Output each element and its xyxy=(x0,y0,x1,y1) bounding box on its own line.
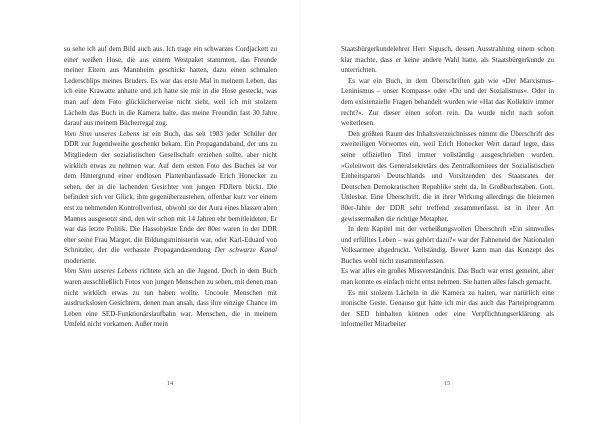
paragraph: Es mit stolzem Lächeln in die Kamera zu halten, war natürlich eine ironische Geste. Genauso gut hätte ich mir das auch das Parteiprogramm der SED hinhalten können oder eine Verpflichtungserklärung als informeller Mitarbeiter xyxy=(341,288,554,329)
paragraph: Den größten Raum des Inhaltsverzeichnisses nimmt die Überschrift des zweiteiligen Vorwortes ein, weil Erich Honecker Wert darauf legte, dass seine offiziellen Titel immer vollständig ausgeschrieben wurden. »Geleitwort des Generalsekretärs des Zentralkomitees der Sozialistischen Einheitspartei Deutschlands und Vorsitzenden des Staatsrates der Deutschen Demokratischen Republik« steht da. In Großbuchstaben. Gott. Unlesbar. Eine Überschrift, die in ihrer Wirkung allerdings die bleiernen 80er-Jahre der DDR sehr treffend zusammenfasst. ist in ihrer Art gewissermaßen die richtige Metapher. xyxy=(341,129,554,223)
right-page-text xyxy=(341,44,554,330)
paragraph: Vom Sinn unseres Lebens ist ein Buch, das seit 1983 jeder Schüler der DDR zur Jugendweihe geschenkt bekam. Ein Propagandaband, der uns zu Mitgliedern der sozialistischen Gesellschaft erziehen sollte, aber nicht wirklich etwas zu nehmen war. Auf dem ersten Foto des Buches ist vor dem Hintergrund einer endlosen Plattenbaufassade Erich Honecker zu sehen, der in die lachenden Gesichter von jungen FDJlern blickt. Die befinden sich vor Glück, ihm gegenüberzustehen, offenbar kurz vor einem erst zu nehmenden Kontrollverlust, obwohl sie der Aura eines blassen alten Mannes ausgesetzt sind, den wir schon mit 14 Jahren ehr bemitleideten. Er war das letzte Politik. Die Hassobjekte Ende der 80er waren in der DDR eher seine Frau Margot, die Bildungsministerin war, oder Karl-Eduard von Schnitzler, der die verhasste Propagandasendung Der schwarze Kanal moderierte. xyxy=(64,129,278,265)
paragraph: so sehe ich auf dem Bild auch aus. Ich trage ein schwarzes Cordjackett zu einer weißen Hose, die aus einem Westpaket stammten, das Freunde meiner Eltern aus Mannheim geschickt hatten, dazu einen schmalen Lederschlips meines Bruders. Es war das erste Mal in meinem Leben, das ich eine Krawatte anhatte und ich hatte sie mir in die Hose gesteckt, was man auf dem Foto glücklicherweise nicht sieht, weil ich mit stolzem Lächeln das Buch in die Kamera halte, das meine Freundin fast 30 Jahre darauf aus meinem Bücherregal zog. xyxy=(64,45,277,128)
paragraph: Es war ein Buch, in dem Überschriften gab wie »Der Marxismus-Leninismus – unser Kompass« oder »Du und der Sozialismus«. Oder in dem existenzielle Fragen behandelt wurden wie »Hat das Kollektiv immer recht?«. Zur dieser einen sofort rein. Da wurde nicht nach sofort weiterlesen. xyxy=(341,76,554,128)
left-page-text xyxy=(64,44,277,330)
right-page-number: 15 xyxy=(443,380,451,387)
paragraph: In dem Kapitel mit der verheißungsvollen Überschrift »Ein sinnvolles und erfülltes Leben – was gehört dazu?« war der Fahneneid der Nationalen Volksarmee abgedruckt. Vollständig. Bewer kann man das Konzept des Buches wohl nicht zusammenfassen. xyxy=(341,225,554,265)
paragraph: Staatsbürgerkundelehrer Herr Sigusch, dessen Ausstrahlung einem schon klar machte, dass er keine andere Wahl hatte, als Staatsbürgerkunde zu unterrichten. xyxy=(341,45,554,75)
left-page-number: 14 xyxy=(166,380,174,387)
book-gutter xyxy=(299,0,301,424)
paragraph: Vom Sinn unseres Lebens richtete sich an die Jugend. Doch in dem Buch waren ausschließlich Fotos von jungen Menschen zu sehen, mit denen man nicht wirklich etwas zu tun haben wollte. Uncoole Menschen mit ausdruckslosen Gesichtern, denen man ansah, dass ihre einzige Chance im Leben eine SED-Funktionärslaufbahn war. Menschen, die in meinem Umfeld nicht vorkamen. Außer mein xyxy=(64,267,277,329)
paragraph: Es war alles ein großes Missverständnis. Das Buch war ernst gemeint, aber man konnte es einfach nicht ernst nehmen. Sie hatten alles falsch gemacht. xyxy=(341,267,554,287)
